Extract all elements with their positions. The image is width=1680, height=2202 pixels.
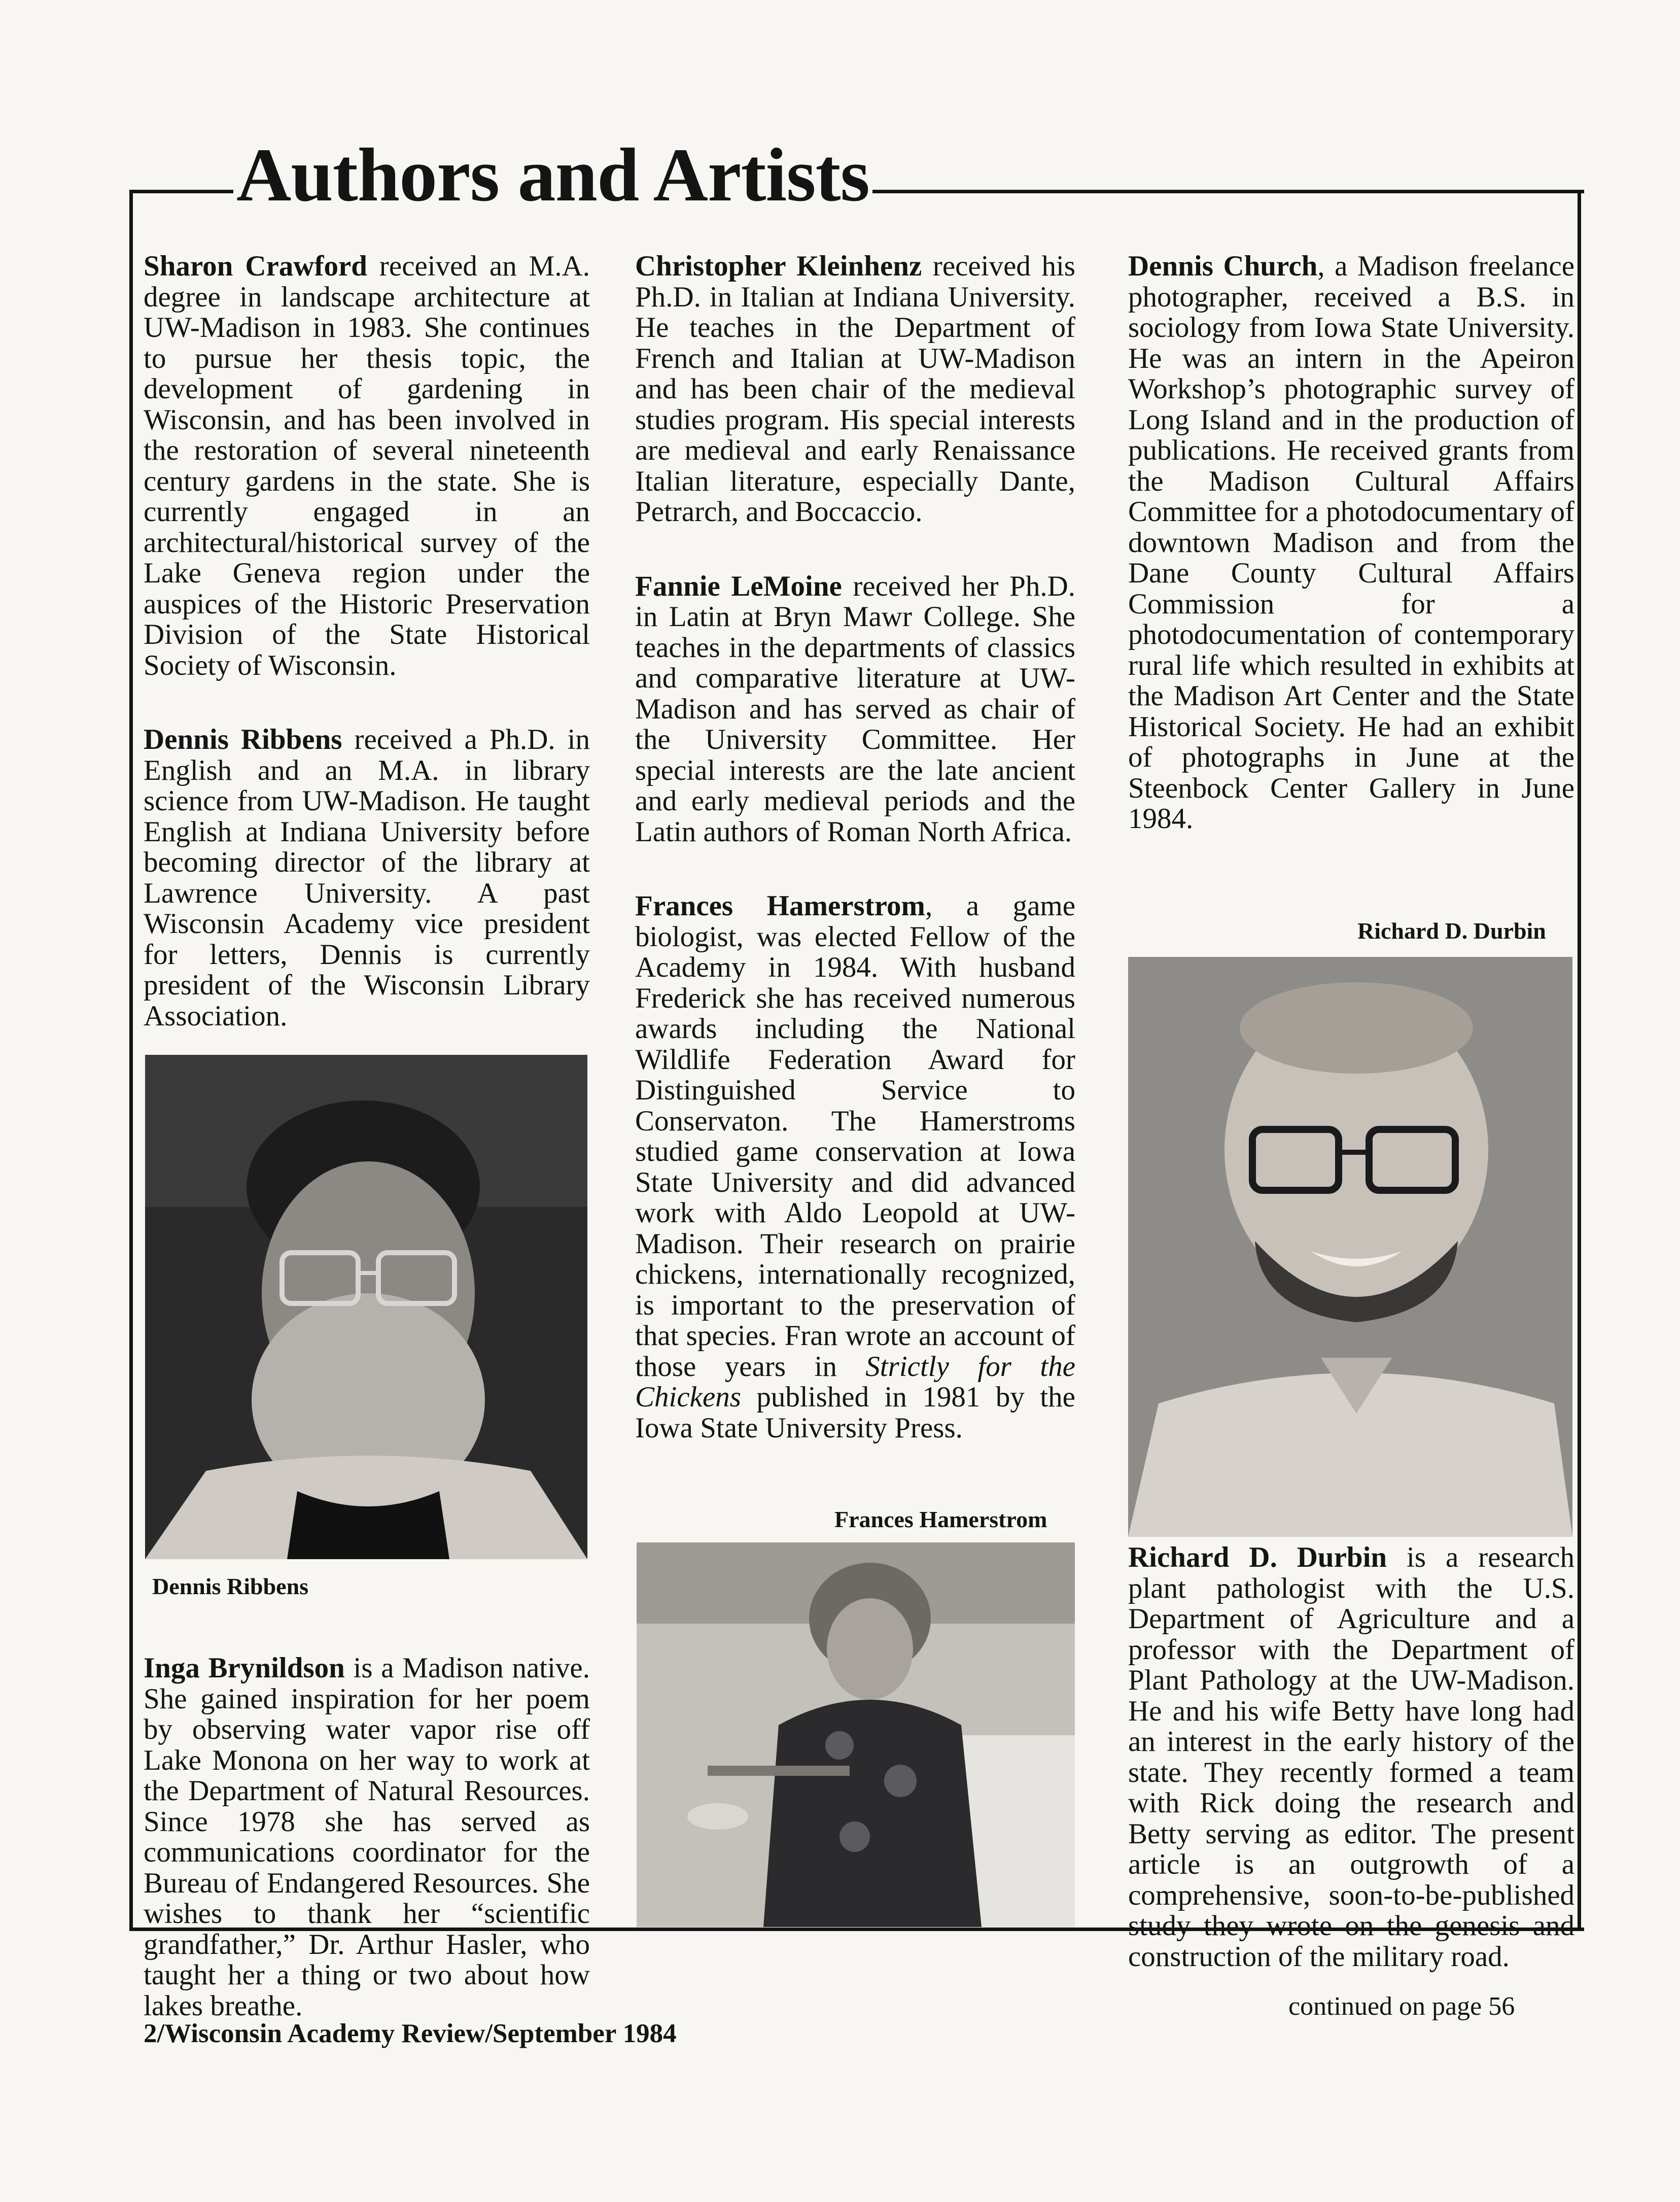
bio-text: received her Ph.D. in Latin at Bryn Mawr College. She teaches in the departments of classics and comparative literature at UW-Madison and has served as chair of the University Committee. Her special interests are the late ancient and early medieval periods and the Latin authors of Roman North Africa.	[635, 570, 1075, 848]
caption-frances-hamerstrom: Frances Hamerstrom	[834, 1506, 1047, 1532]
bio-text: is a research plant pathologist with the U.S. Department of Agriculture and a professor with the Department of Plant Pathology at the UW-Madison. He and his wife Betty have long had an interest in the early history of the state. They recently formed a team with Rick doing the research and Betty serving as editor. The present article is an outgrowth of a comprehensive, soon-to-be-published study they wrote on the genesis and construction of the military road.	[1128, 1541, 1574, 1973]
column-middle	[635, 251, 1075, 1487]
bio-name: Richard D. Durbin	[1128, 1541, 1387, 1573]
bio-name: Dennis Ribbens	[144, 724, 342, 755]
bio-text: received a Ph.D. in English and an M.A. in library science from UW-Madison. He taught English at Indiana University before becoming director of the library at Lawrence University. A past Wisconsin Academy vice president for letters, Dennis is currently president of the Wisconsin Library Association.	[144, 724, 590, 1032]
bio-crawford	[144, 251, 590, 681]
bio-lemoine	[635, 571, 1075, 848]
photo-frances-hamerstrom	[637, 1542, 1075, 1927]
column-right-lower	[1128, 1542, 1574, 2016]
photo-richard-durbin	[1128, 957, 1572, 1537]
bio-name: Inga Brynildson	[144, 1652, 345, 1684]
bio-name: Christopher Kleinhenz	[635, 250, 922, 282]
photo-dennis-ribbens	[145, 1055, 587, 1559]
bio-name: Fannie LeMoine	[635, 570, 842, 602]
bio-name: Frances Hamerstrom	[635, 890, 925, 922]
bio-text: , a game biologist, was elected Fellow of the Academy in 1984. With husband Frederick she has received numerous awards including the National Wildlife Federation Award for Distinguished Service to Conservaton. The Hamerstroms studied game conservation at Iowa State University and did advanced work with Aldo Leopold at UW-Madison. Their research on prairie chickens, internationally recognized, is important to the preservation of that species. Fran wrote an account of those years in	[635, 890, 1076, 1383]
bio-text-end: published in 1981 by the Iowa State University Press.	[635, 1381, 1075, 1444]
bio-name: Sharon Crawford	[144, 250, 367, 282]
bio-text: received an M.A. degree in landscape architecture at UW-Madison in 1983. She continues to pursue her thesis topic, the development of gardening in Wisconsin, and has been involved in the restoration of several nineteenth century gardens in the state. She is currently engaged in an architectural/historical survey of the Lake Geneva region under the auspices of the Historic Preservation Division of the State Historical Society of Wisconsin.	[144, 250, 590, 681]
bio-brynildson	[144, 1653, 590, 2021]
column-right	[1128, 251, 1574, 878]
bio-church	[1128, 251, 1574, 835]
bio-name: Dennis Church	[1128, 250, 1318, 282]
column-left	[144, 251, 590, 1075]
page-title: Authors and Artists	[233, 137, 872, 213]
page-footer: 2/Wisconsin Academy Review/September 1984	[144, 2019, 677, 2048]
column-left-lower	[144, 1653, 590, 2065]
bio-hamerstrom	[635, 891, 1075, 1443]
continued-note: continued on page 56	[1288, 1992, 1515, 2021]
bio-kleinhenz	[635, 251, 1075, 528]
bio-text: received his Ph.D. in Italian at Indiana University. He teaches in the Department of French and Italian at UW-Madison and has been chair of the medieval studies program. His special interests are medieval and early Renaissance Italian literature, especially Dante, Petrarch, and Boccaccio.	[635, 250, 1075, 528]
caption-richard-durbin: Richard D. Durbin	[1357, 918, 1546, 944]
bio-ribbens	[144, 725, 590, 1031]
bio-text: is a Madison native. She gained inspiration for her poem by observing water vapor rise off Lake Monona on her way to work at the Department of Natural Resources. Since 1978 she has served as communications coordinator for the Bureau of Endangered Resources. She wishes to thank her “scientific grandfather,” Dr. Arthur Hasler, who taught her a thing or two about how lakes breathe.	[144, 1652, 590, 2022]
caption-dennis-ribbens: Dennis Ribbens	[152, 1573, 309, 1599]
bio-text: , a Madison freelance photographer, received a B.S. in sociology from Iowa State University. He was an intern in the Apeiron Workshop’s photographic survey of Long Island and in the production of publications. He received grants from the Madison Cultural Affairs Committee for a photodocumentary of downtown Madison and from the Dane County Cultural Affairs Commission for a photodocumentation of contemporary rural life which resulted in exhibits at the Madison Art Center and the State Historical Society. He had an exhibit of photographs in June at the Steenbock Center Gallery in June 1984.	[1128, 250, 1574, 835]
book-title: Strictly for the Chickens	[635, 1350, 1075, 1413]
bio-durbin	[1128, 1542, 1574, 1972]
